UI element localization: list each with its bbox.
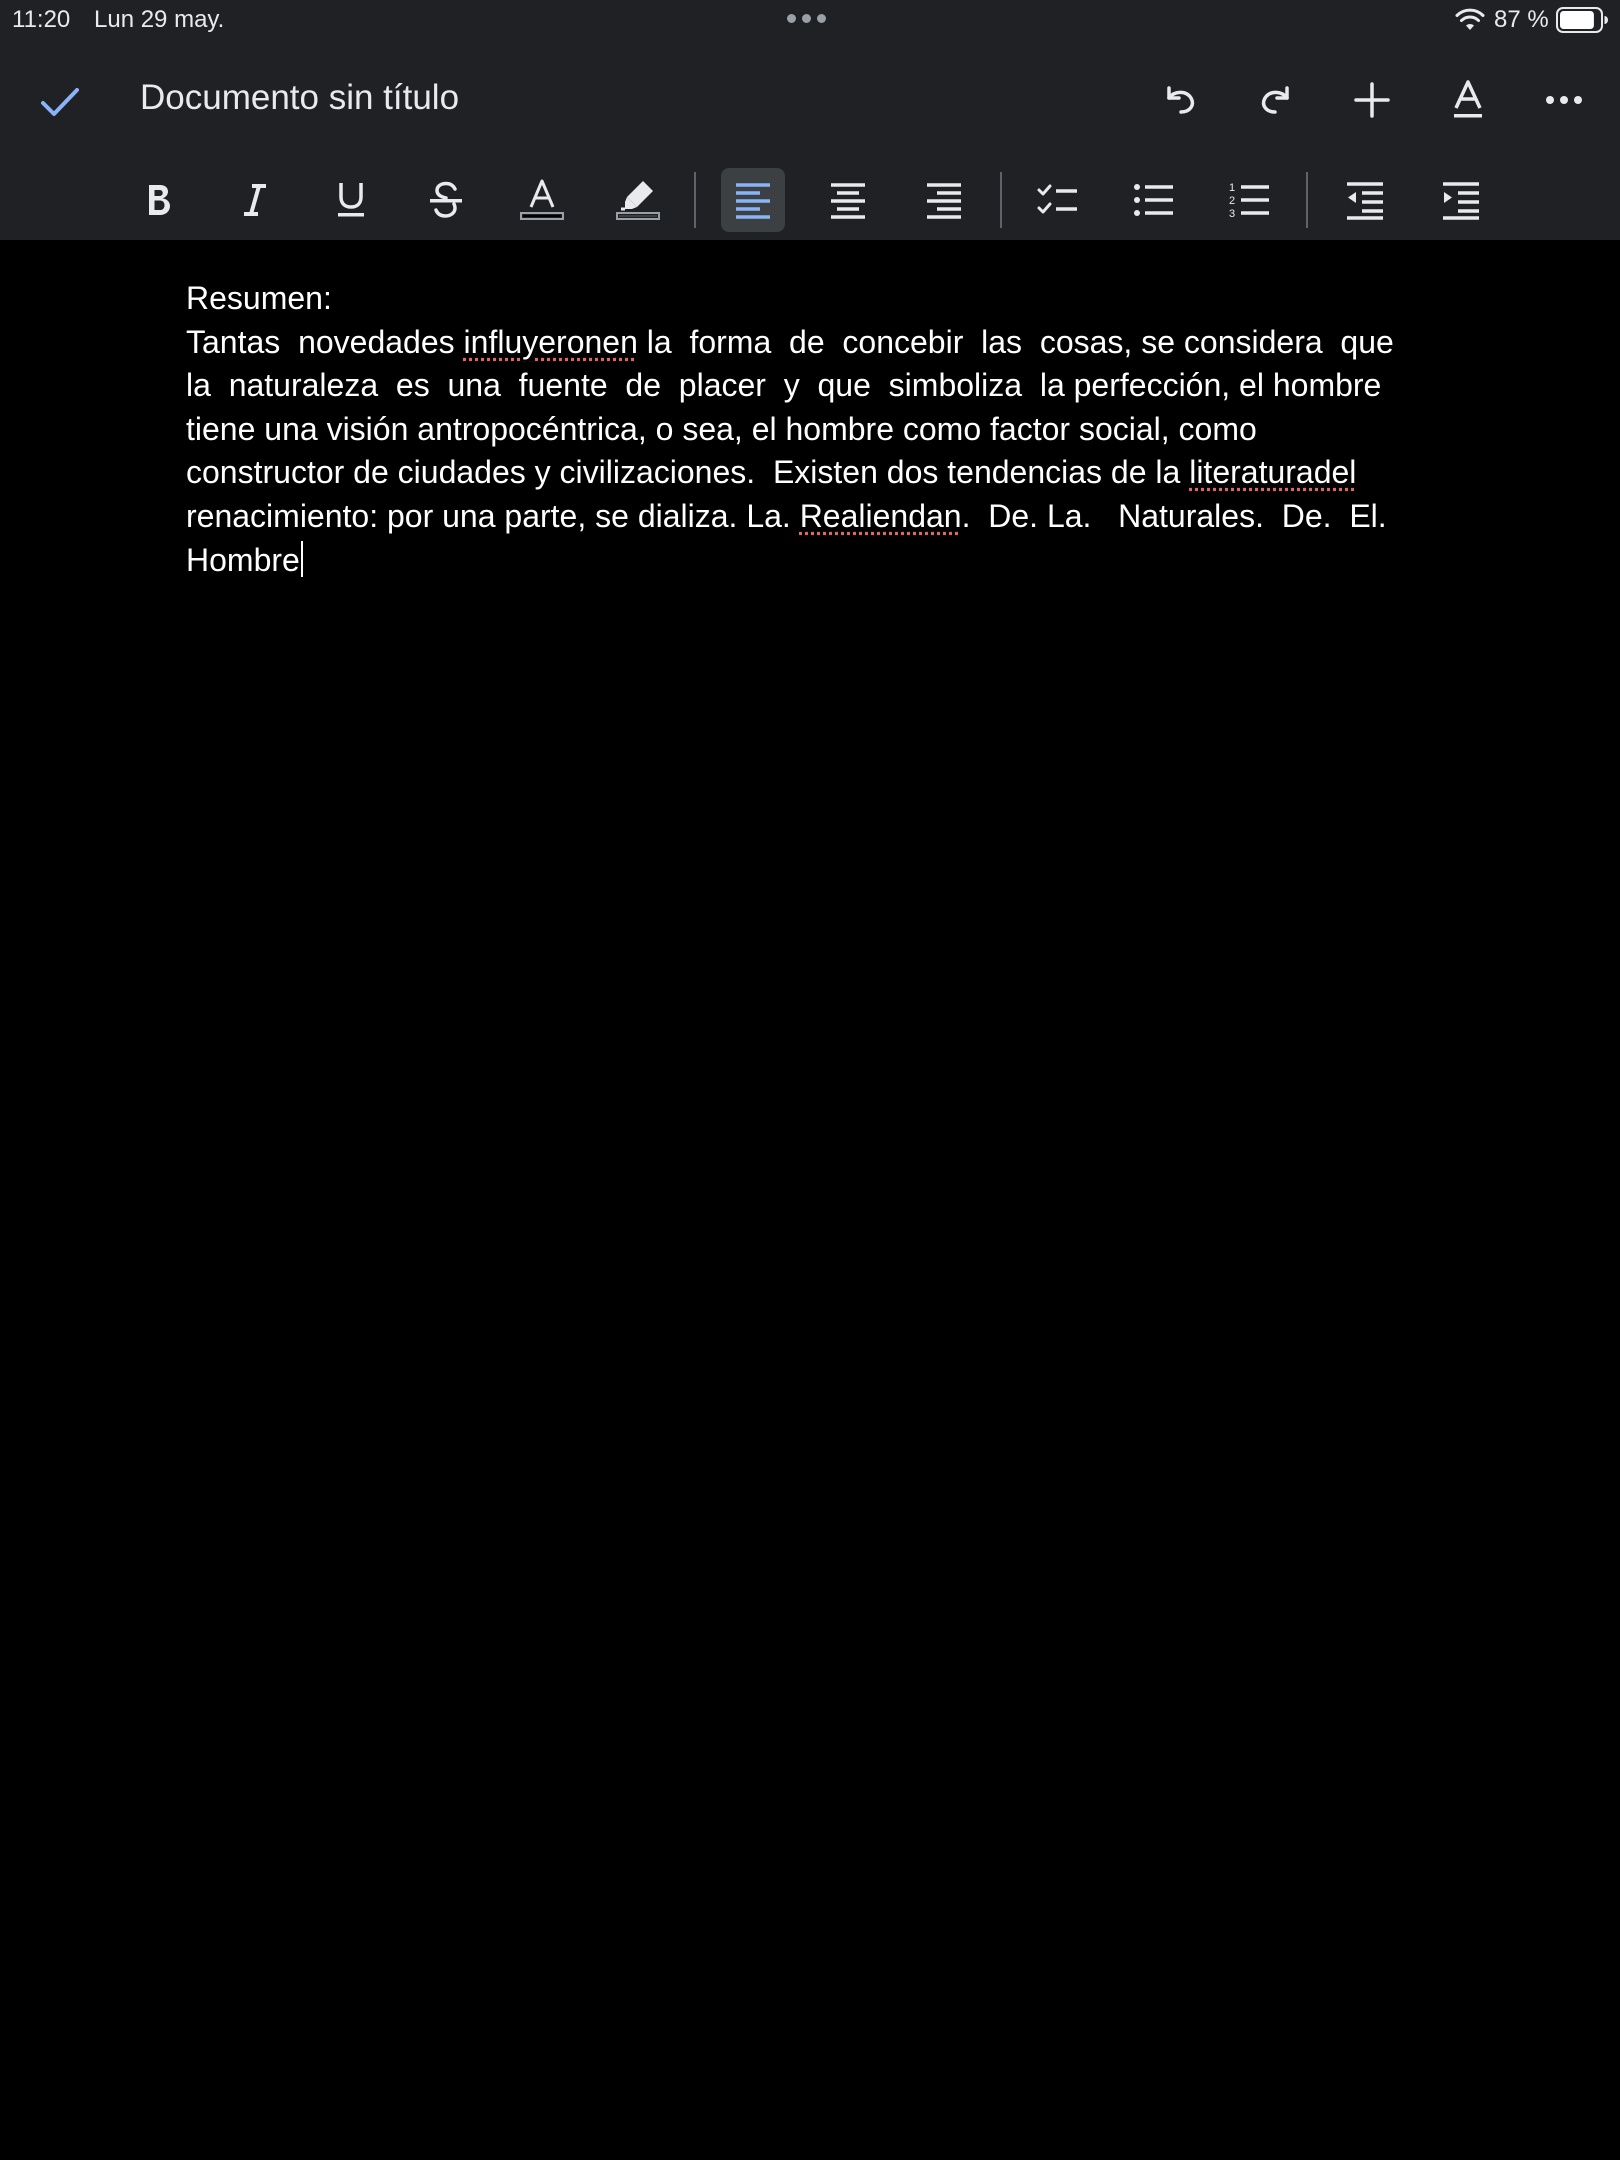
highlighter-icon (615, 177, 661, 223)
redo-icon (1256, 80, 1296, 120)
italic-button[interactable] (223, 168, 287, 232)
formatting-toolbar (0, 160, 1620, 240)
increase-indent-icon (1440, 180, 1482, 220)
undo-icon (1160, 80, 1200, 120)
document-body[interactable] (186, 277, 1436, 582)
decrease-indent-button[interactable] (1333, 168, 1397, 232)
svg-text:2: 2 (1229, 195, 1236, 207)
status-date: Lun 29 may. (94, 6, 225, 33)
redo-button[interactable] (1248, 72, 1304, 128)
paragraph-line: tiene una visión antropocéntrica, o sea, el hombre como factor social, como (186, 410, 1257, 447)
underline-icon (334, 180, 368, 220)
bold-icon (143, 182, 175, 218)
title-row (0, 60, 1620, 140)
battery-icon (1556, 7, 1608, 33)
italic-icon (239, 182, 271, 218)
align-left-button[interactable] (721, 168, 785, 232)
misspelled-word[interactable]: literaturadel (1189, 454, 1357, 491)
toolbar-divider (1000, 172, 1002, 228)
paragraph-line: Hombre (186, 539, 1436, 583)
bold-button[interactable] (127, 168, 191, 232)
bulleted-list-icon (1132, 180, 1176, 220)
more-horizontal-icon (1544, 94, 1584, 106)
highlight-color-button[interactable] (606, 168, 670, 232)
insert-button[interactable] (1344, 72, 1400, 128)
toolbar-divider (1306, 172, 1308, 228)
multitasking-dots-icon[interactable] (787, 14, 826, 23)
strikethrough-icon (427, 180, 465, 220)
battery-percentage: 87 % (1494, 6, 1549, 33)
misspelled-word[interactable]: Realiendan (799, 497, 962, 534)
text-cursor (301, 541, 303, 577)
bulleted-list-button[interactable] (1122, 168, 1186, 232)
document-heading: Resumen: (186, 280, 332, 316)
wifi-icon (1455, 8, 1485, 32)
numbered-list-button[interactable] (1218, 168, 1282, 232)
checklist-icon (1036, 180, 1080, 220)
toolbar-divider (694, 172, 696, 228)
done-check-icon[interactable] (38, 80, 82, 124)
document-title[interactable]: Documento sin título (140, 78, 460, 117)
align-center-icon (828, 180, 868, 220)
paragraph-line: Tantas novedades influyeronen la forma de concebir las cosas, se considera que (186, 323, 1394, 360)
strikethrough-button[interactable] (414, 168, 478, 232)
misspelled-word[interactable]: influyeronen (463, 323, 638, 360)
text-format-button[interactable] (1440, 72, 1496, 128)
text-format-icon (1448, 78, 1488, 122)
text-color-button[interactable] (510, 168, 574, 232)
paragraph-line: constructor de ciudades y civilizaciones. Existen dos tendencias de la literaturadel (186, 454, 1357, 491)
align-left-icon (733, 180, 773, 220)
svg-text:3: 3 (1229, 208, 1236, 220)
numbered-list-icon (1228, 180, 1272, 220)
top-bar (0, 0, 1620, 240)
paragraph-line: renacimiento: por una parte, se dializa. La. Realiendan. De. La. Naturales. De. El. (186, 497, 1387, 534)
align-right-icon (924, 180, 964, 220)
undo-button[interactable] (1152, 72, 1208, 128)
underline-button[interactable] (319, 168, 383, 232)
align-right-button[interactable] (912, 168, 976, 232)
status-bar (0, 0, 1620, 40)
align-center-button[interactable] (816, 168, 880, 232)
decrease-indent-icon (1344, 180, 1386, 220)
paragraph-line: la naturaleza es una fuente de placer y que simboliza la perfección, el hombre (186, 367, 1382, 404)
status-time: 11:20 (12, 6, 71, 33)
increase-indent-button[interactable] (1429, 168, 1493, 232)
text-color-icon (519, 177, 565, 223)
more-options-button[interactable] (1536, 72, 1592, 128)
checklist-button[interactable] (1026, 168, 1090, 232)
svg-text:1: 1 (1229, 182, 1236, 194)
plus-icon (1352, 80, 1392, 120)
